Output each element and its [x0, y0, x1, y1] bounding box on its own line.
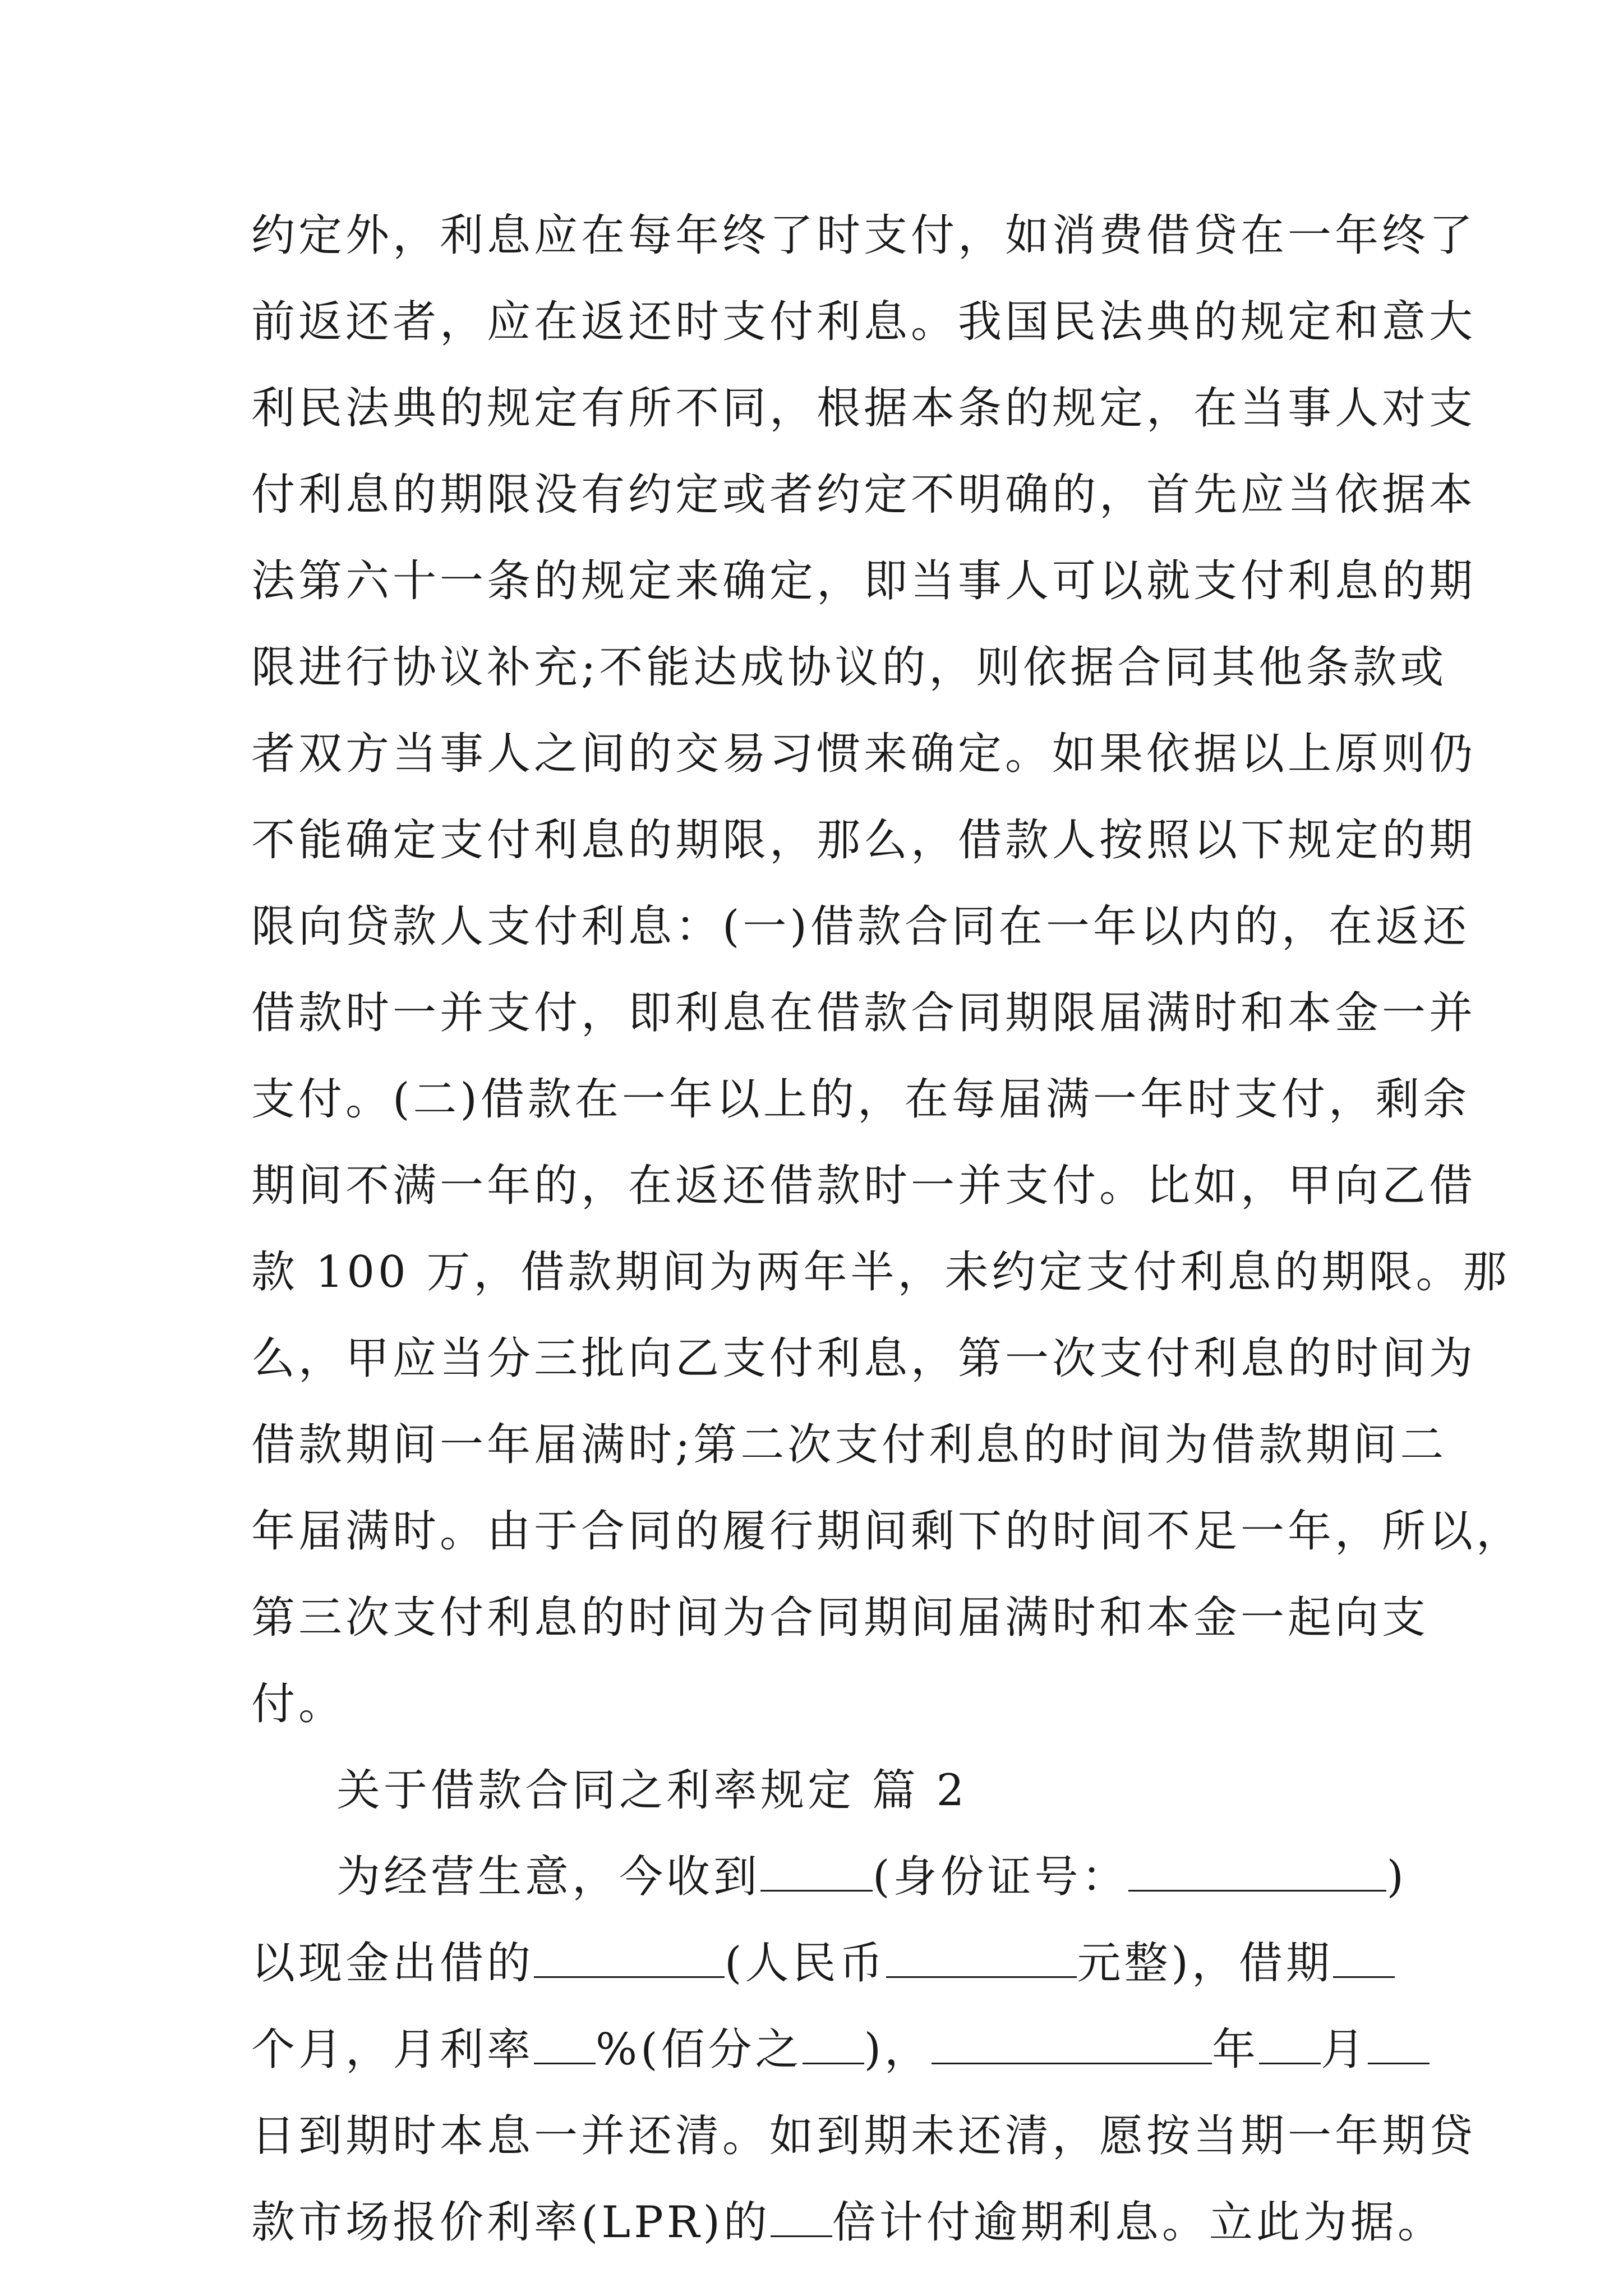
body-line: 借款期间一年届满时;第二次支付利息的时间为借款期间二 — [251, 1420, 1447, 1470]
form-text: (人民币 — [725, 1938, 887, 1989]
form-text: ) — [1386, 1852, 1407, 1902]
lender-name-blank[interactable] — [760, 1849, 873, 1892]
form-text: 为经营生意，今收到 — [336, 1852, 761, 1902]
loan-term-blank[interactable] — [1333, 1936, 1395, 1978]
body-line: 借款时一并支付，即利息在借款合同期限届满时和本金一并 — [251, 988, 1477, 1038]
form-text: 倍计付逾期利息。立此为据。 — [832, 2197, 1445, 2248]
body-line: 第三次支付利息的时间为合同期间届满时和本金一起向支 — [251, 1593, 1430, 1643]
form-text: )， — [864, 2024, 932, 2075]
loan-form-line — [251, 1935, 1390, 1991]
form-text: 以现金出借的 — [251, 1938, 534, 1989]
body-line: 利民法典的规定有所不同，根据本条的规定，在当事人对支 — [251, 383, 1477, 434]
form-text: %(佰分之 — [596, 2024, 803, 2075]
body-line: 付。 — [251, 1679, 346, 1729]
body-line: 限进行协议补充;不能达成协议的，则依据合同其他条款或 — [251, 642, 1447, 693]
amount-blank[interactable] — [534, 1936, 725, 1978]
due-day-blank[interactable] — [1368, 2022, 1430, 2064]
penalty-multiple-blank[interactable] — [771, 2195, 832, 2237]
body-line: 期间不满一年的，在返还借款时一并支付。比如，甲向乙借 — [251, 1161, 1477, 1211]
form-text: 元整)，借期 — [1077, 1938, 1333, 1989]
form-text: 年 — [1212, 2024, 1260, 2075]
form-text: 月 — [1321, 2024, 1368, 2075]
body-line: 款 100 万，借款期间为两年半，未约定支付利息的期限。那 — [251, 1247, 1510, 1297]
due-month-blank[interactable] — [1259, 2022, 1321, 2064]
body-line: 支付。(二)借款在一年以上的，在每届满一年时支付，剩余 — [251, 1074, 1470, 1125]
body-line: 年届满时。由于合同的履行期间剩下的时间不足一年，所以， — [251, 1506, 1524, 1557]
body-line: 么，甲应当分三批向乙支付利息，第一次支付利息的时间为 — [251, 1333, 1477, 1384]
body-line: 前返还者，应在返还时支付利息。我国民法典的规定和意大 — [251, 297, 1477, 347]
loan-form-line — [251, 2022, 1390, 2078]
loan-form-line — [336, 1849, 1407, 1905]
id-number-blank[interactable] — [1128, 1849, 1386, 1892]
loan-form-line: 日到期时本息一并还清。如到期未还清，愿按当期一年期贷 — [251, 2111, 1477, 2161]
body-line: 约定外，利息应在每年终了时支付，如消费借贷在一年终了 — [251, 210, 1477, 261]
monthly-rate-blank[interactable] — [534, 2022, 596, 2064]
form-text: 款市场报价利率(LPR)的 — [251, 2197, 771, 2248]
amount-rmb-blank[interactable] — [886, 1936, 1077, 1978]
due-year-blank[interactable] — [932, 2022, 1212, 2064]
form-text: 个月，月利率 — [251, 2024, 534, 2075]
rate-words-blank[interactable] — [803, 2022, 864, 2064]
body-line: 法第六十一条的规定来确定，即当事人可以就支付利息的期 — [251, 556, 1477, 606]
body-line: 者双方当事人之间的交易习惯来确定。如果依据以上原则仍 — [251, 729, 1477, 779]
form-text: (身份证号： — [873, 1852, 1129, 1902]
body-line: 限向贷款人支付利息：(一)借款合同在一年以内的，在返还 — [251, 901, 1470, 952]
body-line: 付利息的期限没有约定或者约定不明确的，首先应当依据本 — [251, 470, 1477, 520]
body-line: 不能确定支付利息的期限，那么，借款人按照以下规定的期 — [251, 815, 1477, 866]
section-heading: 关于借款合同之利率规定 篇 2 — [336, 1765, 968, 1816]
loan-form-line — [251, 2194, 1445, 2251]
